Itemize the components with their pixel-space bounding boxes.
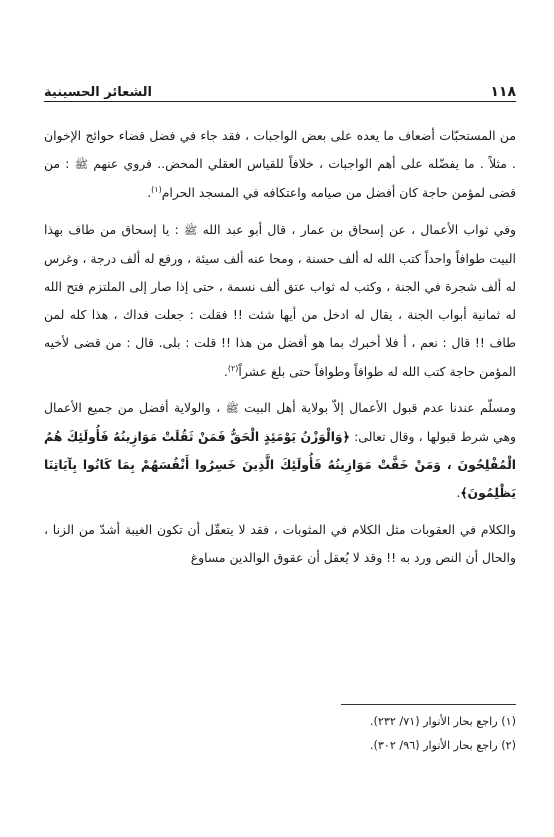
paragraph-1-text-continued: : من قضى لمؤمن حاجة كان أفضل من صيامه واعتكافه في المسجد الحرام: [44, 156, 516, 201]
paragraph-2: [44, 216, 516, 386]
paragraph-2-text: وفي ثواب الأعمال ، عن إسحاق بن عمار ، قال أبو عبد الله: [197, 221, 516, 237]
honorific-glyph: ﷺ: [184, 223, 198, 237]
body-text: [44, 122, 516, 572]
honorific-glyph: ﷺ: [225, 401, 239, 415]
quran-verse: ﴿وَالْوَزْنُ يَوْمَئِذٍ الْحَقُّ فَمَنْ ثَقُلَتْ مَوَازِينُهُ فَأُولَئِكَ هُمُ الْمُفْلِحُونَ ، وَمَنْ خَفَّتْ مَوَازِينُهُ فَأُولَئِكَ الَّذِينَ خَسِرُوا أَنْفُسَهُمْ بِمَا كَانُوا بِآيَاتِنَا يَظْلِمُونَ﴾: [44, 429, 516, 501]
paragraph-2-end: .: [223, 363, 228, 379]
paragraph-3-end: .: [456, 485, 461, 501]
paragraph-3: [44, 394, 516, 508]
paragraph-3-text-continued: ، والولاية أفضل من جميع الأعمال وهي شرط قبولها ، وقال تعالى:: [44, 399, 516, 445]
footnote-rule: [341, 704, 516, 705]
book-page: [44, 78, 516, 818]
footnote-ref-1: (١): [151, 185, 162, 195]
paragraph-1: [44, 122, 516, 208]
paragraph-1-text: من المستحبّات أضعاف ما يعده على بعض الواجبات ، فقد جاء في فضل قضاء حوائج الإخوان . مثلاً . ما يفضّله على أهم الواجبات ، خلافاً للقياس العقلي المحض.. فروي عنهم: [44, 128, 517, 172]
paragraph-2-text-continued: : يا إسحاق من طاف بهذا البيت طوافاً واحداً كتب الله له ألف حسنة ، ومحا عنه ألف سيئة ، ورفع له ألف درجة ، وغرس له ألف شجرة في الجنة ، وكتب له ثواب عتق ألف نسمة ، حتى إذا صار إلى الملتزم فتح الله له ثمانية أبواب الجنة ، يقال له ادخل من أيها شئت !! فقلت : جعلت فداك ، هذا كله لمن طاف !! قال : نعم ، أ فلا أخبرك بما هو أفضل من هذا !! قلت : بلى. قال : من قضى لأخيه المؤمن حاجة كتب الله له طوافاً وطوافاً حتى بلغ عشراً: [44, 221, 516, 379]
paragraph-1-end: .: [147, 185, 152, 201]
paragraph-4-text: والكلام في العقوبات مثل الكلام في المثوبات ، فقد لا يتعقّل أن تكون الغيبة أشدّ من الزنا ، والحال أن النص ورد به !! وقد لا يُعقل أن عقوق الوالدين مساوغ: [44, 521, 516, 565]
running-head-title: الشعائر الحسينية: [44, 85, 153, 100]
paragraph-4: [44, 516, 516, 572]
page-number: ١١٨: [490, 84, 516, 100]
running-head: [44, 78, 516, 100]
footnotes: [44, 710, 516, 758]
footnote-1: (١) راجع بحار الأنوار (٧١/ ٢٣٢).: [369, 715, 516, 728]
footnote-2: (٢) راجع بحار الأنوار (٩٦/ ٣٠٢).: [369, 739, 516, 752]
paragraph-3-text: ومسلّم عندنا عدم قبول الأعمال إلاّ بولاية أهل البيت: [238, 399, 516, 415]
honorific-glyph: ﷺ: [74, 158, 88, 172]
header-rule: [44, 101, 516, 102]
footnote-ref-2: (٢): [227, 363, 239, 373]
